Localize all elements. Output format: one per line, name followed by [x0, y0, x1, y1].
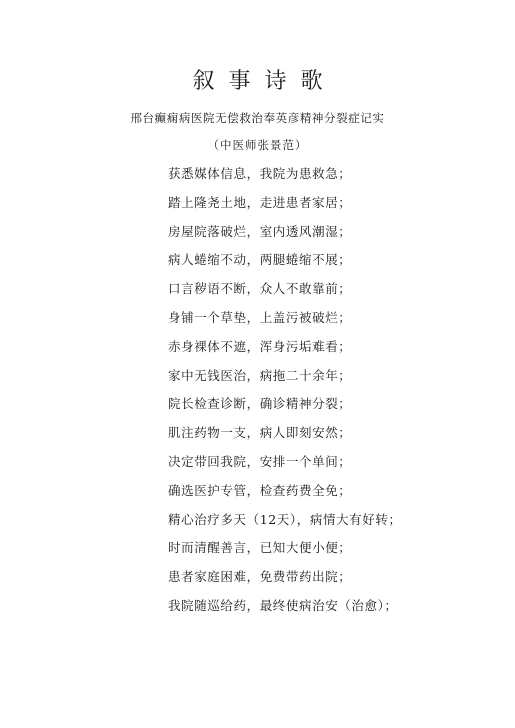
poem-line: 决定带回我院，安排一个单间； [168, 453, 352, 469]
poem-line: 我院随巡给药，最终使病治安（治愈）； [168, 597, 398, 613]
document-title: 叙事诗歌 [192, 69, 337, 94]
poem-line: 口言秽语不断，众人不敢靠前； [168, 281, 352, 297]
poem-line: 院长检查诊断，确诊精神分裂； [168, 396, 352, 412]
poem-lines [168, 165, 402, 626]
poem-line: 踏上隆尧土地，走进患者家居； [168, 194, 352, 210]
poem-line: 获悉媒体信息，我院为患救急； [168, 166, 352, 181]
poem-line: 身铺一个草垫，上盖污被破烂； [168, 309, 352, 325]
poem-line: 赤身裸体不遮，浑身污垢难看； [168, 338, 352, 354]
poem-line: 时而清醒善言，已知大便小便； [168, 540, 352, 556]
poem-line: 患者家庭困难，免费带药出院； [168, 569, 352, 585]
poem-line: 肌注药物一支，病人即刻安然； [168, 425, 352, 441]
document-subtitle: 邢台癫痫病医院无偿救治奉英彦精神分裂症记实 [130, 111, 385, 125]
document-author: （中医师张景范） [207, 138, 308, 152]
poem-line: 精心治疗多天（12天），病情大有好转； [168, 511, 402, 527]
poem-line: 家中无钱医治，病拖二十余年； [168, 367, 352, 383]
poem-line: 病人蜷缩不动，两腿蜷缩不展； [168, 252, 352, 268]
poem-line: 确选医护专管，检查药费全免； [168, 482, 352, 498]
poem-line: 房屋院落破烂，室内透风潮湿； [168, 223, 352, 239]
